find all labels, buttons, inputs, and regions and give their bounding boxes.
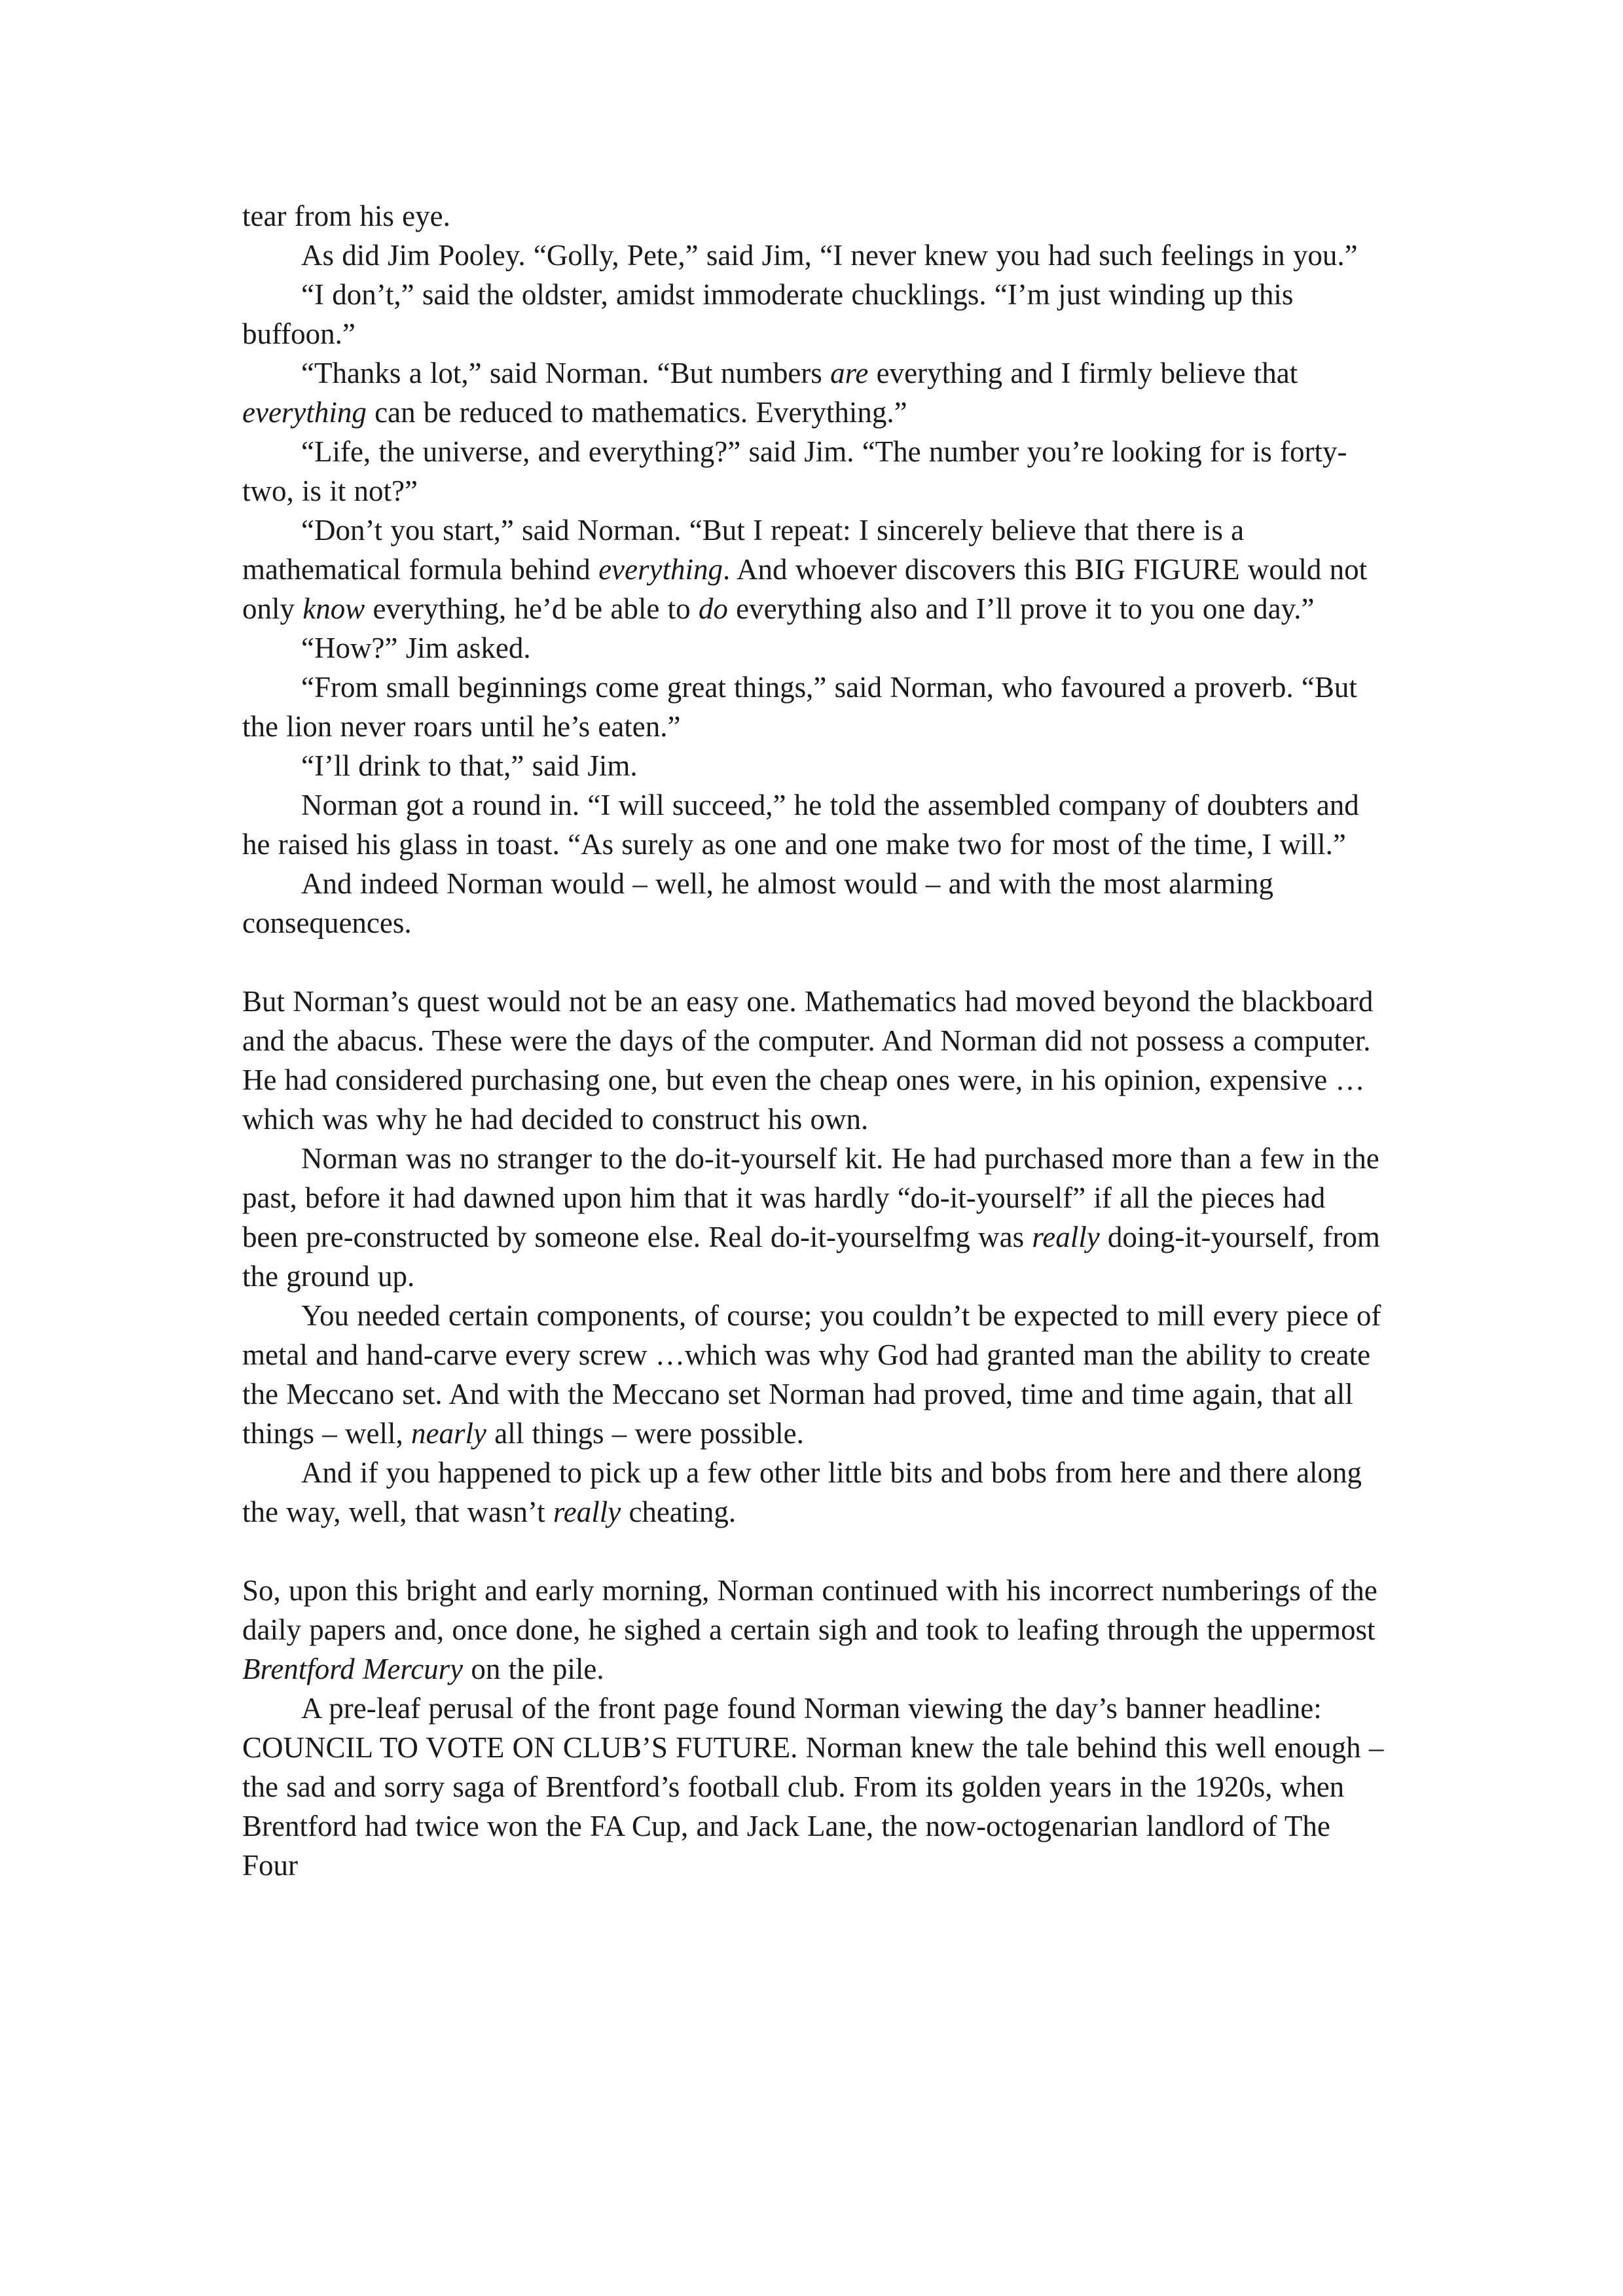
paragraph: Norman was no stranger to the do-it-yourself kit. He had purchased more than a few in the past, before it had dawned upon him that it was hardly “do-it-yourself” if all the pieces had been pre-constructed by someone else. Real do-it-yourselfmg was really doing-it-yourself, from the ground up. — [242, 1142, 1380, 1293]
emphasis: really — [1032, 1221, 1100, 1253]
section-start-paragraph: But Norman’s quest would not be an easy one. Mathematics had moved beyond the blackboard and the abacus. These were the days of the computer. And Norman did not possess a computer. He had considered purchasing one, but even the cheap ones were, in his opinion, expensive …which was why he had decided to construct his own. — [242, 985, 1374, 1136]
paragraph: “I’ll drink to that,” said Jim. — [301, 749, 638, 782]
section-start-paragraph: So, upon this bright and early morning, Norman continued with his incorrect numberings of the daily papers and, once done, he sighed a certain sigh and took to leafing through the uppermost Brentford Mercury on the pile. — [242, 1574, 1377, 1685]
emphasis: really — [553, 1496, 621, 1528]
paragraph: “Life, the universe, and everything?” said Jim. “The number you’re looking for is forty-two, is it not?” — [242, 435, 1347, 507]
paragraph: “I don’t,” said the oldster, amidst immoderate chucklings. “I’m just winding up this buffoon.” — [242, 278, 1294, 350]
emphasis: are — [830, 357, 869, 389]
paragraph: “Thanks a lot,” said Norman. “But numbers are everything and I firmly believe that everything can be reduced to mathematics. Everything.” — [242, 357, 1298, 429]
emphasis: everything — [242, 396, 367, 429]
paragraph: A pre-leaf perusal of the front page found Norman viewing the day’s banner headline: COUNCIL TO VOTE ON CLUB’S FUTURE. Norman knew the tale behind this well enough – the sad and sorry saga of Brentford’s football club. From its golden years in the 1920s, when Brentford had twice won the FA Cup, and Jack Lane, the now-octogenarian landlord of The Four — [242, 1692, 1384, 1882]
paragraph: “Don’t you start,” said Norman. “But I repeat: I sincerely believe that there is a mathematical formula behind everything. And whoever discovers this BIG FIGURE would not only know everything, he’d be able to do everything also and I’ll prove it to you one day.” — [242, 514, 1368, 625]
paragraph: As did Jim Pooley. “Golly, Pete,” said Jim, “I never knew you had such feelings in you.” — [301, 239, 1358, 272]
paragraph: And if you happened to pick up a few other little bits and bobs from here and there along the way, well, that wasn’t really cheating. — [242, 1456, 1362, 1528]
paragraph: “How?” Jim asked. — [301, 632, 531, 664]
emphasis: Brentford Mercury — [242, 1653, 464, 1685]
emphasis: do — [698, 592, 728, 625]
paragraph: tear from his eye. — [242, 200, 450, 232]
paragraph: Norman got a round in. “I will succeed,” he told the assembled company of doubters and he raised his glass in toast. “As surely as one and one make two for most of the time, I will.” — [242, 789, 1359, 861]
emphasis: everything — [598, 553, 723, 586]
paragraph: “From small beginnings come great things,” said Norman, who favoured a proverb. “But the lion never roars until he’s eaten.” — [242, 671, 1357, 743]
page-body — [242, 196, 1388, 1885]
emphasis: know — [302, 592, 365, 625]
paragraph: You needed certain components, of course; you couldn’t be expected to mill every piece of metal and hand-carve every screw …which was why God had granted man the ability to create the Meccano set. And with the Meccano set Norman had proved, time and time again, that all things – well, nearly all things – were possible. — [242, 1299, 1381, 1450]
emphasis: nearly — [411, 1417, 486, 1450]
paragraph: And indeed Norman would – well, he almost would – and with the most alarming consequences. — [242, 867, 1274, 939]
